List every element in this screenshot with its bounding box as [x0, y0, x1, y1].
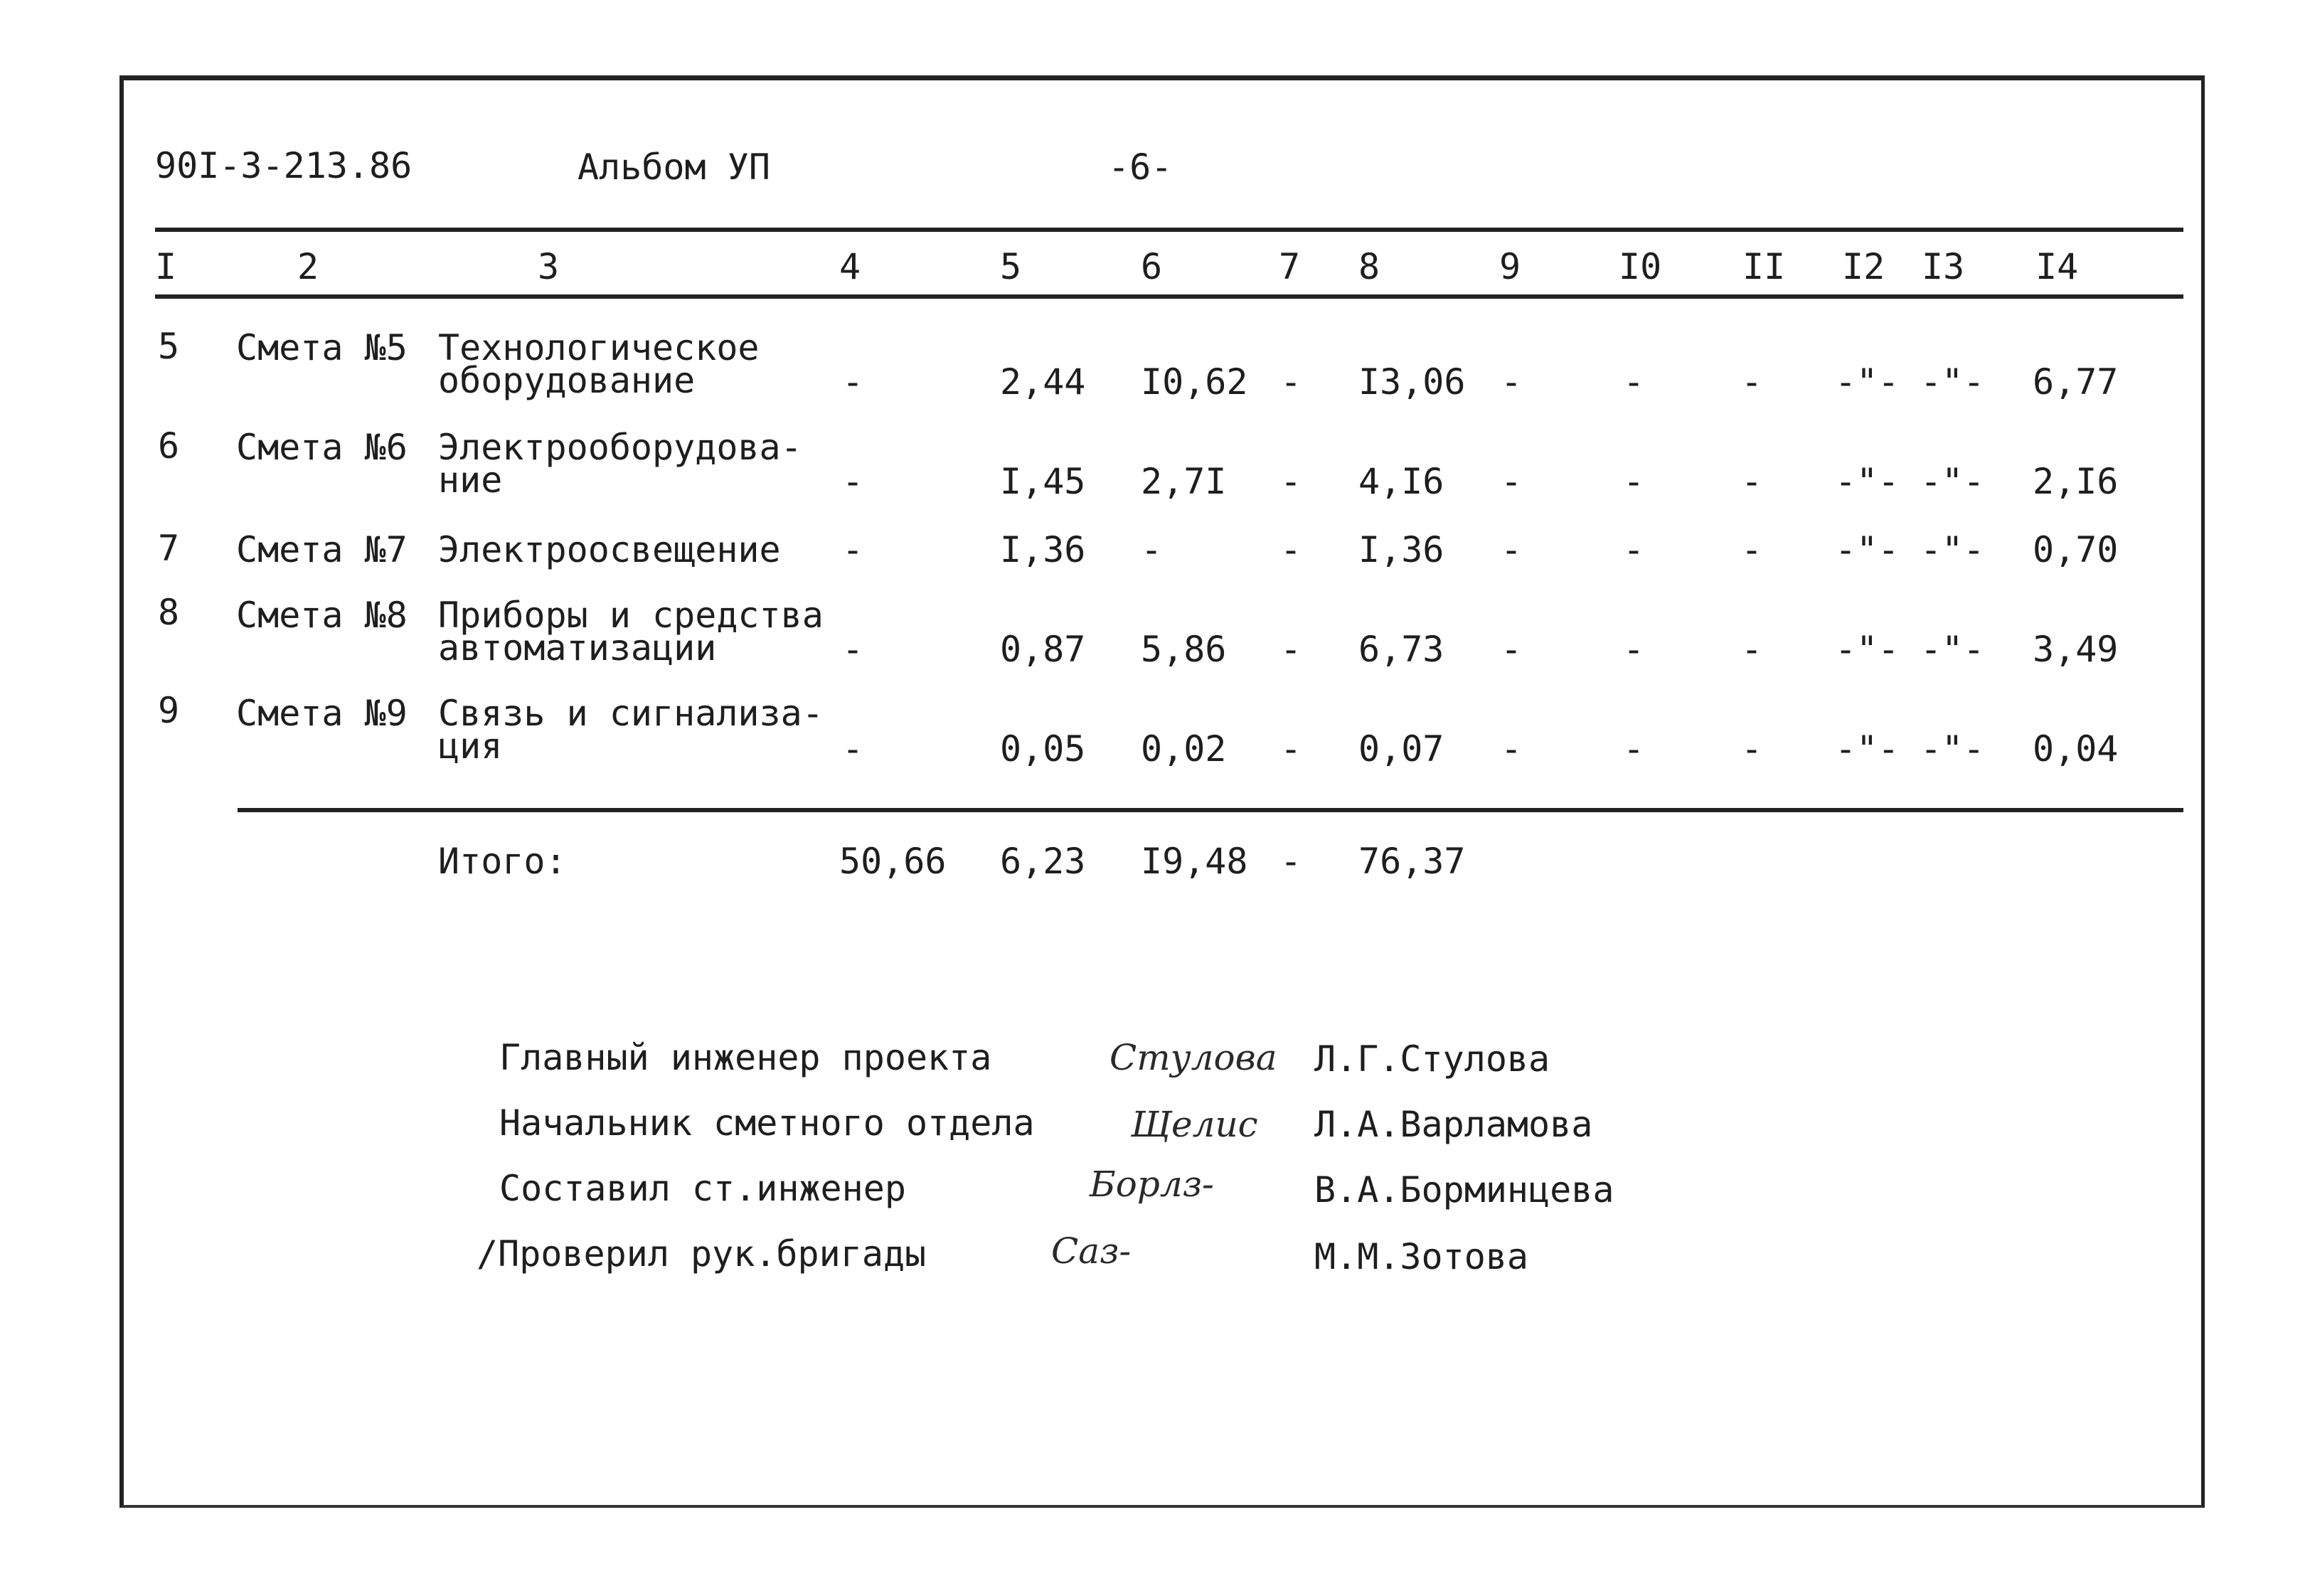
total-col8: 76,37	[1358, 841, 1466, 882]
cell-col7: -	[1280, 529, 1302, 570]
signer-name: Л.А.Варламова	[1314, 1104, 1593, 1145]
column-header: 9	[1499, 246, 1521, 287]
signer-role: /Проверил рук.бригады	[477, 1233, 927, 1275]
document-code: 90I-3-213.86	[155, 145, 412, 186]
total-col4: 50,66	[839, 841, 947, 882]
item-name-line1: Связь и сигнализа-	[438, 693, 824, 734]
total-col6: I9,48	[1141, 841, 1248, 882]
cell-col14: 2,I6	[2033, 461, 2119, 502]
item-name-line1: Технологическое	[438, 327, 760, 368]
item-name-line1: Приборы и средства	[438, 595, 824, 636]
estimate-label: Смета №7	[236, 529, 408, 570]
item-name-line1: Электрооборудова-	[438, 427, 802, 468]
column-header: I0	[1619, 246, 1662, 287]
totals-rule	[238, 808, 2183, 812]
cell-col9: -	[1501, 629, 1523, 670]
column-header: II	[1742, 246, 1786, 287]
cell-col5: 0,87	[1000, 629, 1086, 670]
cell-col9: -	[1501, 361, 1523, 403]
row-number: 7	[158, 528, 180, 569]
row-number: 5	[158, 326, 180, 367]
column-header: 2	[297, 246, 319, 287]
totals-label: Итого:	[438, 841, 567, 882]
cell-col13: -"-	[1920, 728, 1985, 770]
item-name-line2: оборудование	[438, 360, 696, 401]
item-name-line2: ция	[438, 725, 503, 767]
column-header: 7	[1279, 246, 1301, 287]
cell-col10: -	[1623, 629, 1645, 670]
cell-col6: -	[1141, 529, 1163, 570]
row-number: 9	[158, 690, 180, 731]
estimate-label: Смета №8	[236, 595, 408, 636]
cell-col8: I,36	[1358, 529, 1444, 570]
cell-col9: -	[1501, 728, 1523, 770]
cell-col7: -	[1280, 629, 1302, 670]
header-bottom-rule	[155, 294, 2183, 299]
cell-col11: -	[1741, 529, 1763, 570]
cell-col10: -	[1623, 728, 1645, 770]
cell-col14: 6,77	[2033, 361, 2119, 403]
page-frame	[119, 75, 2205, 1508]
album-label: Альбом УП	[578, 147, 770, 188]
signer-name: М.М.Зотова	[1314, 1236, 1529, 1277]
cell-col5: 0,05	[1000, 728, 1086, 770]
total-col7: -	[1280, 841, 1302, 882]
cell-col13: -"-	[1920, 361, 1985, 403]
column-header: I4	[2035, 246, 2079, 287]
handwritten-signature: Саз-	[1051, 1230, 1132, 1272]
cell-col6: 5,86	[1141, 629, 1227, 670]
signer-role: Главный инженер проекта	[499, 1037, 992, 1078]
column-header: 3	[538, 246, 560, 287]
cell-col5: 2,44	[1000, 361, 1086, 403]
column-header: 6	[1141, 246, 1163, 287]
cell-col6: I0,62	[1141, 361, 1248, 403]
column-header: 4	[839, 246, 861, 287]
cell-col8: 4,I6	[1358, 461, 1444, 502]
cell-col12: -"-	[1835, 629, 1900, 670]
handwritten-signature: Щелис	[1131, 1104, 1258, 1145]
cell-col11: -	[1741, 461, 1763, 502]
estimate-label: Смета №5	[236, 327, 408, 368]
cell-col9: -	[1501, 529, 1523, 570]
row-number: 6	[158, 425, 180, 467]
item-name-line2: ние	[438, 459, 503, 501]
cell-col4: -	[842, 629, 864, 670]
column-header: I3	[1922, 246, 1965, 287]
cell-col9: -	[1501, 461, 1523, 502]
signer-name: В.А.Борминцева	[1314, 1169, 1614, 1211]
cell-col11: -	[1741, 728, 1763, 770]
cell-col11: -	[1741, 629, 1763, 670]
cell-col7: -	[1280, 361, 1302, 403]
row-number: 8	[158, 592, 180, 633]
signer-role: Составил ст.инженер	[499, 1168, 906, 1209]
cell-col10: -	[1623, 361, 1645, 403]
handwritten-signature: Борлз-	[1090, 1164, 1214, 1205]
cell-col14: 3,49	[2033, 629, 2119, 670]
cell-col12: -"-	[1835, 529, 1900, 570]
cell-col14: 0,04	[2033, 728, 2119, 770]
cell-col5: I,45	[1000, 461, 1086, 502]
cell-col10: -	[1623, 529, 1645, 570]
cell-col8: 0,07	[1358, 728, 1444, 770]
cell-col12: -"-	[1835, 361, 1900, 403]
signer-name: Л.Г.Стулова	[1314, 1038, 1550, 1080]
cell-col4: -	[842, 728, 864, 770]
cell-col12: -"-	[1835, 461, 1900, 502]
cell-col4: -	[842, 361, 864, 403]
cell-col13: -"-	[1920, 529, 1985, 570]
cell-col12: -"-	[1835, 728, 1900, 770]
cell-col11: -	[1741, 361, 1763, 403]
cell-col14: 0,70	[2033, 529, 2119, 570]
item-name-line2: автоматизации	[438, 627, 717, 669]
column-header: I	[155, 246, 177, 287]
cell-col13: -"-	[1920, 461, 1985, 502]
cell-col10: -	[1623, 461, 1645, 502]
cell-col5: I,36	[1000, 529, 1086, 570]
estimate-label: Смета №9	[236, 693, 408, 734]
estimate-label: Смета №6	[236, 427, 408, 468]
cell-col7: -	[1280, 461, 1302, 502]
page-number: -6-	[1108, 147, 1173, 188]
item-name-line1: Электроосвещение	[438, 529, 781, 570]
cell-col8: I3,06	[1358, 361, 1466, 403]
cell-col8: 6,73	[1358, 629, 1444, 670]
cell-col6: 0,02	[1141, 728, 1227, 770]
cell-col4: -	[842, 461, 864, 502]
column-header: 5	[1000, 246, 1022, 287]
signer-role: Начальник сметного отдела	[499, 1102, 1035, 1144]
handwritten-signature: Стулова	[1109, 1037, 1277, 1078]
total-col5: 6,23	[1000, 841, 1086, 882]
cell-col6: 2,7I	[1141, 461, 1227, 502]
cell-col4: -	[842, 529, 864, 570]
cell-col13: -"-	[1920, 629, 1985, 670]
column-header: 8	[1358, 246, 1380, 287]
column-header: I2	[1842, 246, 1885, 287]
table-top-rule	[155, 228, 2183, 232]
cell-col7: -	[1280, 728, 1302, 770]
